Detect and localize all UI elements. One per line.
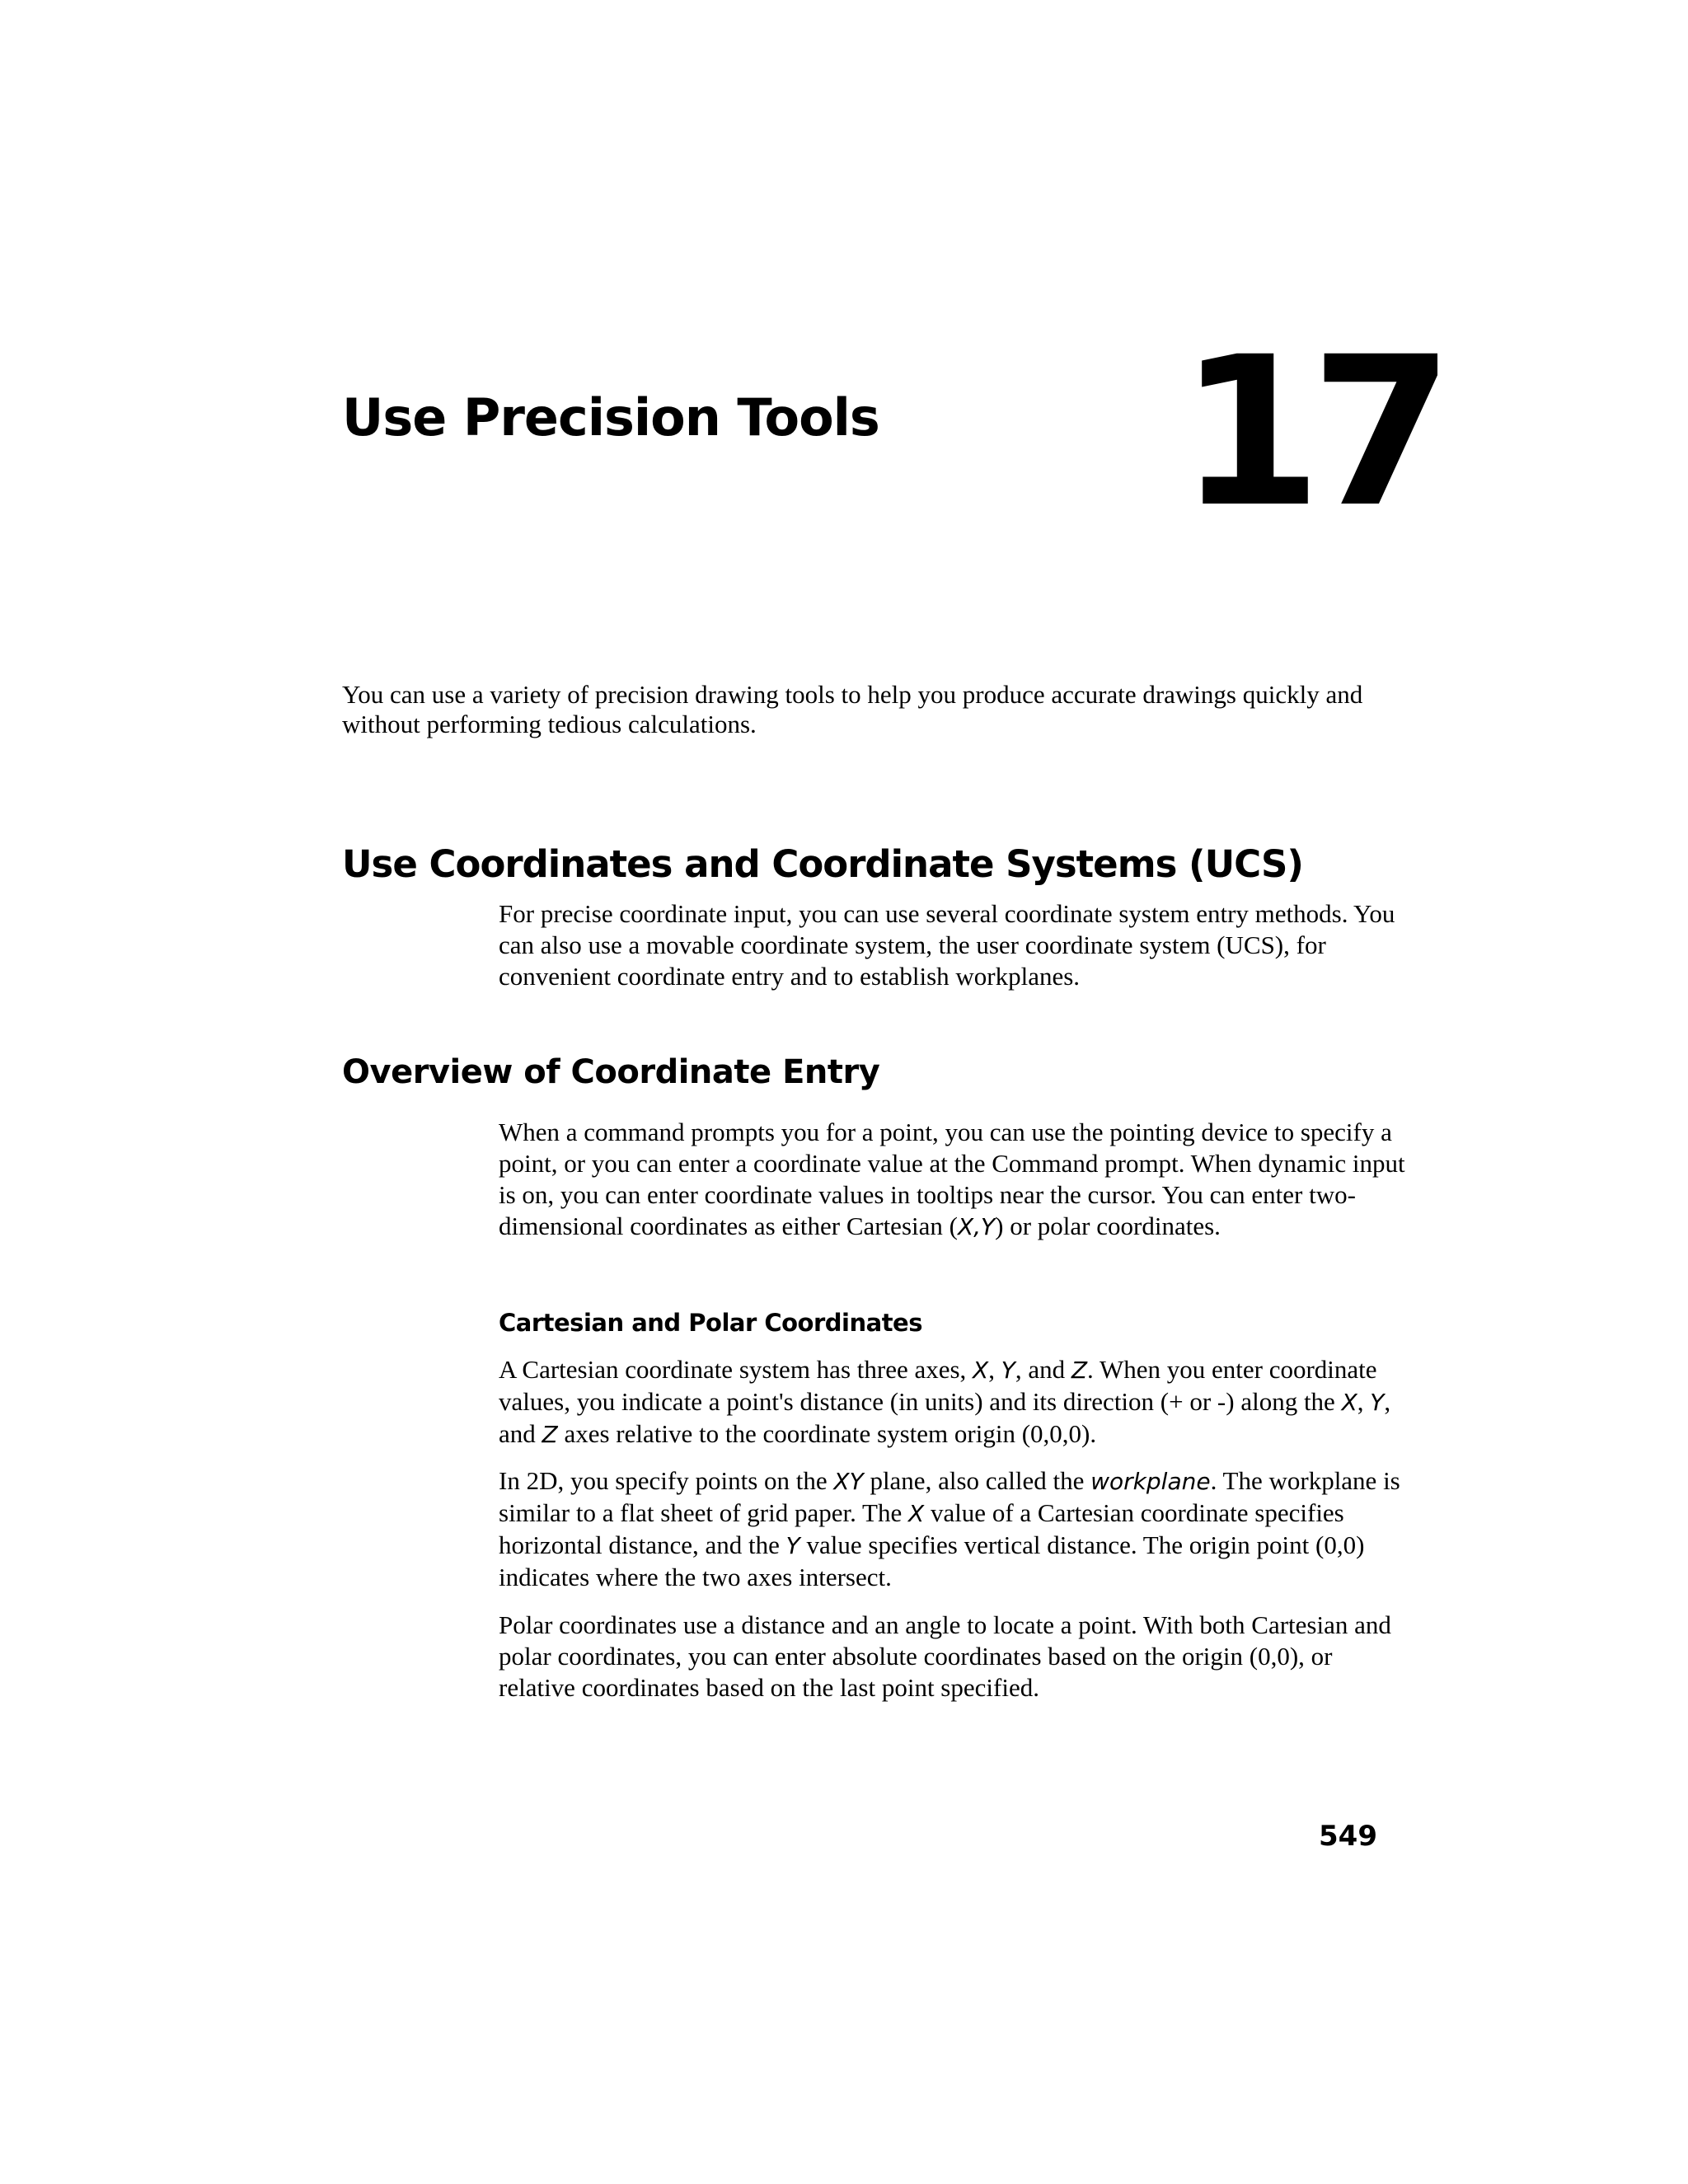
cartesian-paragraph [499, 1354, 1414, 1451]
workplane-y-term: Y [785, 1532, 800, 1559]
workplane-text-3: . The workplane is similar to a flat sheet of grid paper. The [499, 1466, 1400, 1527]
cartesian-x2-term: X [1341, 1389, 1357, 1416]
page-number: 549 [1319, 1820, 1377, 1853]
cartesian-text-6: , and [499, 1387, 1391, 1448]
workplane-text-1: In 2D, you specify points on the [499, 1466, 834, 1495]
chapter-title: Use Precision Tools [342, 387, 879, 448]
chapter-number: 17 [1179, 312, 1442, 552]
overview-text-1: When a command prompts you for a point, you can use the pointing device to specify a point, or you can enter a coordinate value at the Command prompt. When dynamic input is on, you can enter coordinate values in tooltips near the cursor. You can enter two-dimensional coordinates as either Cartesian ( [499, 1118, 1405, 1240]
workplane-text-2: plane, also called the [863, 1466, 1091, 1495]
section-heading-ucs: Use Coordinates and Coordinate Systems (UCS) [342, 842, 1303, 886]
section-heading-overview: Overview of Coordinate Entry [342, 1053, 880, 1091]
cartesian-text-5: , [1357, 1387, 1371, 1416]
cartesian-x-term: X [973, 1357, 989, 1384]
ucs-paragraph: For precise coordinate input, you can use several coordinate system entry methods. You can also use a movable coordinate system, the user coordinate system (UCS), for convenient coordinate entry and to establish workplanes. [499, 899, 1395, 991]
cartesian-z-term: Z [1071, 1357, 1088, 1384]
cartesian-text-2: , [988, 1355, 1001, 1384]
workplane-xy-term: XY [833, 1468, 864, 1495]
cartesian-text-3: , and [1015, 1355, 1071, 1384]
intro-paragraph: You can use a variety of precision drawing tools to help you produce accurate drawings quickly and without performing tedious calculations. [342, 680, 1363, 738]
workplane-text-5: value specifies vertical distance. The origin point (0,0) indicates where the two axes intersect. [499, 1530, 1365, 1591]
cartesian-text-7: axes relative to the coordinate system origin (0,0,0). [557, 1419, 1097, 1448]
cartesian-text-4: . When you enter coordinate values, you indicate a point's distance (in units) and its direction (+ or -) along the [499, 1355, 1377, 1416]
workplane-x-term: X [908, 1500, 925, 1527]
overview-paragraph [499, 1117, 1414, 1243]
workplane-text-4: value of a Cartesian coordinate specifies horizontal distance, and the [499, 1498, 1344, 1559]
cartesian-y2-term: Y [1370, 1389, 1385, 1416]
polar-paragraph: Polar coordinates use a distance and an angle to locate a point. With both Cartesian and polar coordinates, you can enter absolute coordinates based on the origin (0,0), or relative coordinates based on the last point specified. [499, 1610, 1391, 1702]
subsection-heading: Cartesian and Polar Coordinates [499, 1309, 922, 1337]
cartesian-y-term: Y [1001, 1357, 1015, 1384]
overview-xy-term: X,Y [957, 1213, 996, 1240]
cartesian-z2-term: Z [542, 1421, 558, 1448]
overview-text-2: ) or polar coordinates. [995, 1212, 1221, 1240]
workplane-term: workplane [1090, 1468, 1211, 1495]
cartesian-text-1: A Cartesian coordinate system has three axes, [499, 1355, 973, 1384]
workplane-paragraph [499, 1465, 1414, 1593]
